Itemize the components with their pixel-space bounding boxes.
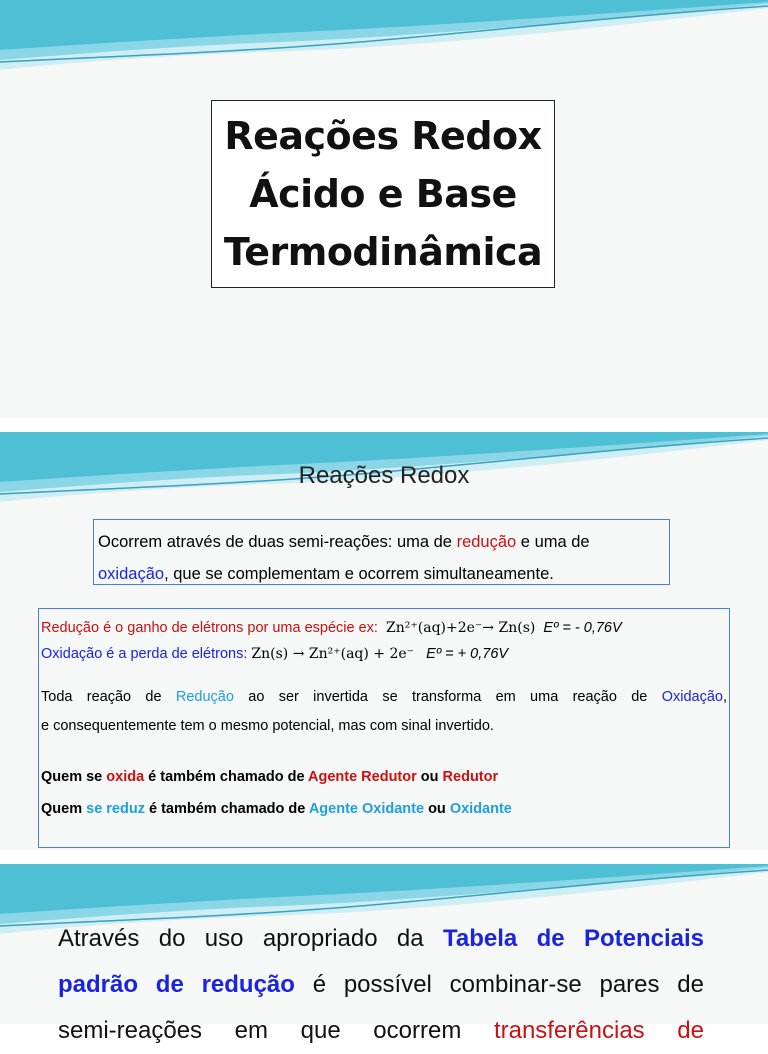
- title-box: [211, 100, 555, 288]
- text-span: e uma de: [516, 533, 590, 551]
- oxidation-text: Oxidação é a perda de elétrons:: [41, 646, 248, 662]
- text-span: ou: [416, 769, 443, 785]
- keyword-agente-oxidante: Agente Oxidante: [308, 801, 425, 817]
- oxidation-equation: Zn(s) → Zn²⁺(aq) + 2e⁻: [251, 646, 415, 662]
- reduction-potential: Eº = - 0,76V: [543, 620, 622, 636]
- text-span: é também chamado de: [144, 801, 309, 817]
- text-span: ,: [722, 689, 727, 705]
- keyword-redutor: Redutor: [442, 769, 499, 785]
- text-span: Quem se: [41, 769, 107, 785]
- slide-heading: Reações Redox: [298, 462, 470, 489]
- paragraph-line-3: [58, 1008, 704, 1054]
- reduction-equation: Zn²⁺(aq)+2e⁻→ Zn(s): [386, 620, 536, 636]
- potential-table-paragraph: [58, 916, 704, 1054]
- title-line-3: Termodinâmica: [223, 230, 543, 274]
- text-span: Quem: [41, 801, 87, 817]
- oxidizing-agent-line: [41, 793, 727, 825]
- text-span: Através do uso apropriado da: [58, 925, 443, 952]
- title-line-1: Reações Redox: [224, 114, 542, 158]
- inversion-paragraph-line-1: [41, 681, 727, 713]
- definition-box: [93, 519, 670, 585]
- text-span: Toda reação de: [41, 689, 176, 705]
- keyword-oxidante: Oxidante: [449, 801, 512, 817]
- oxidation-potential: Eº = + 0,76V: [426, 646, 509, 662]
- text-span: é possível combinar-se pares de: [294, 971, 704, 998]
- keyword-tabela-potenciais: Tabela de Potenciais: [442, 925, 704, 952]
- text-span: ao ser invertida se transforma em uma reação de: [233, 689, 662, 705]
- slide-redox: [0, 432, 768, 850]
- reduction-definition: [41, 615, 727, 641]
- keyword-oxidacao: oxidação: [98, 565, 165, 583]
- inversion-paragraph-line-2: e consequentemente tem o mesmo potencial, mas com sinal invertido.: [41, 718, 494, 734]
- spacer: [41, 739, 727, 761]
- slide-potential-table: [0, 864, 768, 1044]
- keyword-oxidacao: Oxidação: [661, 689, 723, 705]
- reduction-text: Redução é o ganho de elétrons por uma espécie ex:: [41, 620, 378, 636]
- text-span: ou: [424, 801, 450, 817]
- paragraph-line-2: [58, 962, 704, 1008]
- paragraph-line-1: [58, 916, 704, 962]
- keyword-reducao: redução: [456, 533, 517, 551]
- keyword-padrao-reducao: padrão de redução: [58, 971, 295, 998]
- reducing-agent-line: [41, 761, 727, 793]
- text-span: Ocorrem através de duas semi-reações: uma de: [98, 533, 457, 551]
- definition-line-1: [98, 526, 669, 558]
- teal-swoosh-decoration: [0, 0, 768, 80]
- keyword-agente-redutor: Agente Redutor: [308, 769, 417, 785]
- text-span: , que se complementam e ocorrem simultaneamente.: [164, 565, 554, 583]
- definition-line-2: [98, 558, 669, 590]
- keyword-se-reduz: se reduz: [86, 801, 145, 817]
- keyword-transferencias: transferências de: [493, 1017, 704, 1044]
- oxidation-definition: [41, 641, 727, 667]
- title-line-2: Ácido e Base: [249, 172, 517, 216]
- text-span: semi-reações em que ocorrem: [58, 1017, 494, 1044]
- text-span: é também chamado de: [144, 769, 309, 785]
- keyword-oxida: oxida: [106, 769, 145, 785]
- slide-title: [0, 0, 768, 418]
- explanation-box: [38, 608, 730, 848]
- spacer: [41, 667, 727, 681]
- keyword-reducao: Redução: [175, 689, 234, 705]
